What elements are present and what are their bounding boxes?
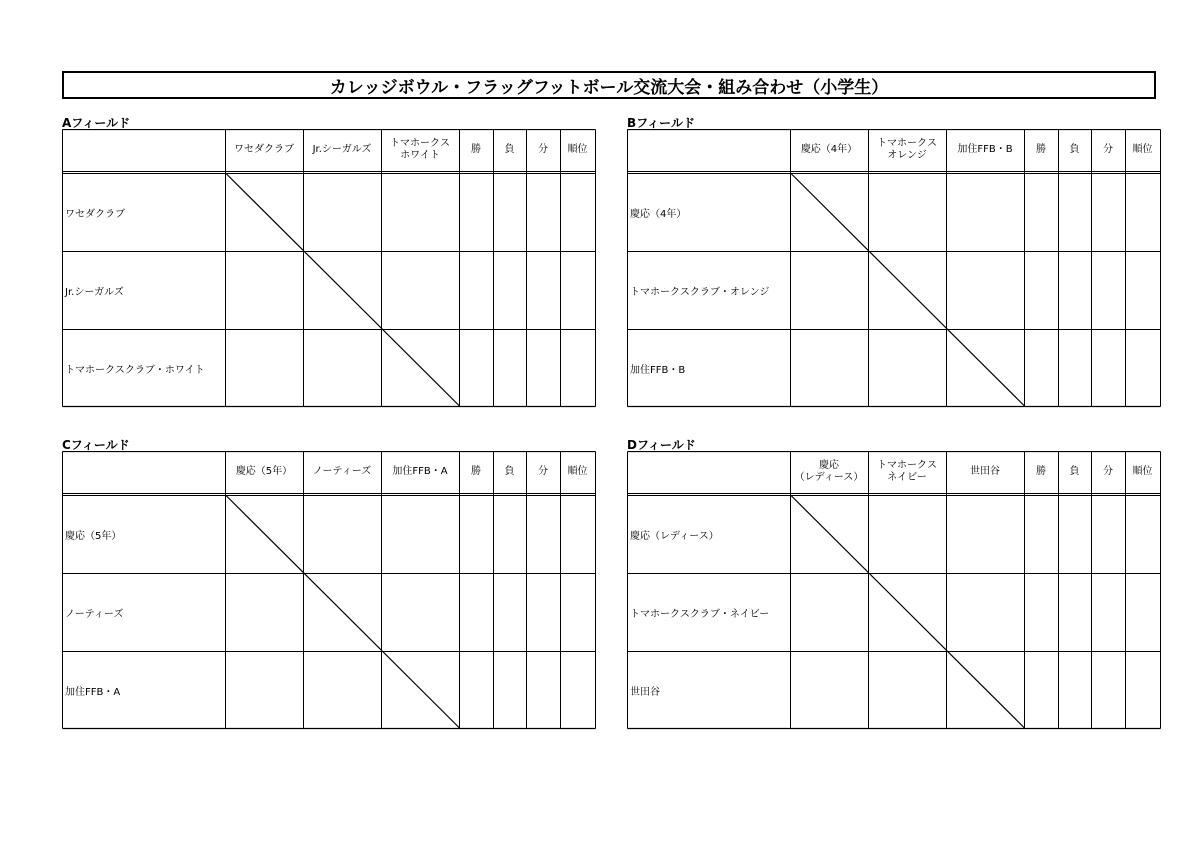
diagonal-slash (226, 495, 460, 728)
header-stat: 分 (538, 466, 548, 477)
row-team-name: 加住FFB・B (630, 364, 686, 376)
header-team: 慶応 （レディース） (794, 460, 864, 483)
header-stat: 順位 (1132, 466, 1153, 477)
header-stat: 負 (1069, 466, 1080, 477)
row-team-name: ノーティーズ (65, 608, 124, 620)
row-team-name: ワセダクラブ (65, 208, 125, 220)
header-stat: 順位 (567, 466, 588, 477)
header-team: トマホークス ホワイト (390, 138, 450, 161)
header-stat: 負 (504, 466, 515, 477)
header-stat: 負 (504, 144, 515, 155)
header-stat: 勝 (471, 466, 481, 477)
result-grid (62, 129, 595, 407)
field-label: Dフィールド (627, 438, 696, 452)
row-team-name: 慶応（4年） (630, 208, 687, 220)
diagonal-slash (791, 173, 1025, 406)
header-stat: 勝 (471, 144, 481, 155)
header-stat: 分 (538, 144, 548, 155)
result-grid (627, 451, 1160, 729)
result-grid (627, 129, 1160, 407)
header-team: 世田谷 (970, 466, 1000, 477)
header-team: ワセダクラブ (234, 144, 294, 155)
header-stat: 順位 (1132, 144, 1153, 155)
header-team: 加住FFB・A (392, 466, 448, 477)
row-team-name: 世田谷 (630, 686, 660, 698)
field-label: Bフィールド (627, 116, 695, 130)
header-stat: 負 (1069, 144, 1080, 155)
row-team-name: トマホークスクラブ・オレンジ (630, 286, 770, 298)
header-team: Jr.シーガルズ (312, 144, 372, 155)
row-team-name: トマホークスクラブ・ホワイト (65, 364, 205, 376)
header-team: ノーティーズ (312, 466, 372, 477)
page-title: カレッジボウル・フラッグフットボール交流大会・組み合わせ（小学生） (62, 71, 1156, 99)
header-team: 慶応（4年） (800, 144, 858, 155)
row-team-name: 慶応（レディース） (630, 530, 719, 542)
field-label: Aフィールド (62, 116, 131, 130)
header-team: 加住FFB・B (957, 144, 1013, 155)
diagonal-slash (226, 173, 460, 406)
row-team-name: 加住FFB・A (65, 686, 121, 698)
header-stat: 分 (1103, 466, 1113, 477)
header-team: トマホークス オレンジ (877, 138, 937, 161)
result-grid (62, 451, 595, 729)
diagonal-slash (791, 495, 1025, 728)
header-team: 慶応（5年） (235, 466, 293, 477)
row-team-name: 慶応（5年） (65, 530, 122, 542)
header-team: トマホークス ネイビー (877, 460, 937, 483)
header-stat: 分 (1103, 144, 1113, 155)
row-team-name: Jr.シーガルズ (65, 286, 124, 298)
header-stat: 順位 (567, 144, 588, 155)
row-team-name: トマホークスクラブ・ネイビー (630, 608, 770, 620)
header-stat: 勝 (1036, 144, 1046, 155)
header-stat: 勝 (1036, 466, 1046, 477)
field-label: Cフィールド (62, 438, 130, 452)
